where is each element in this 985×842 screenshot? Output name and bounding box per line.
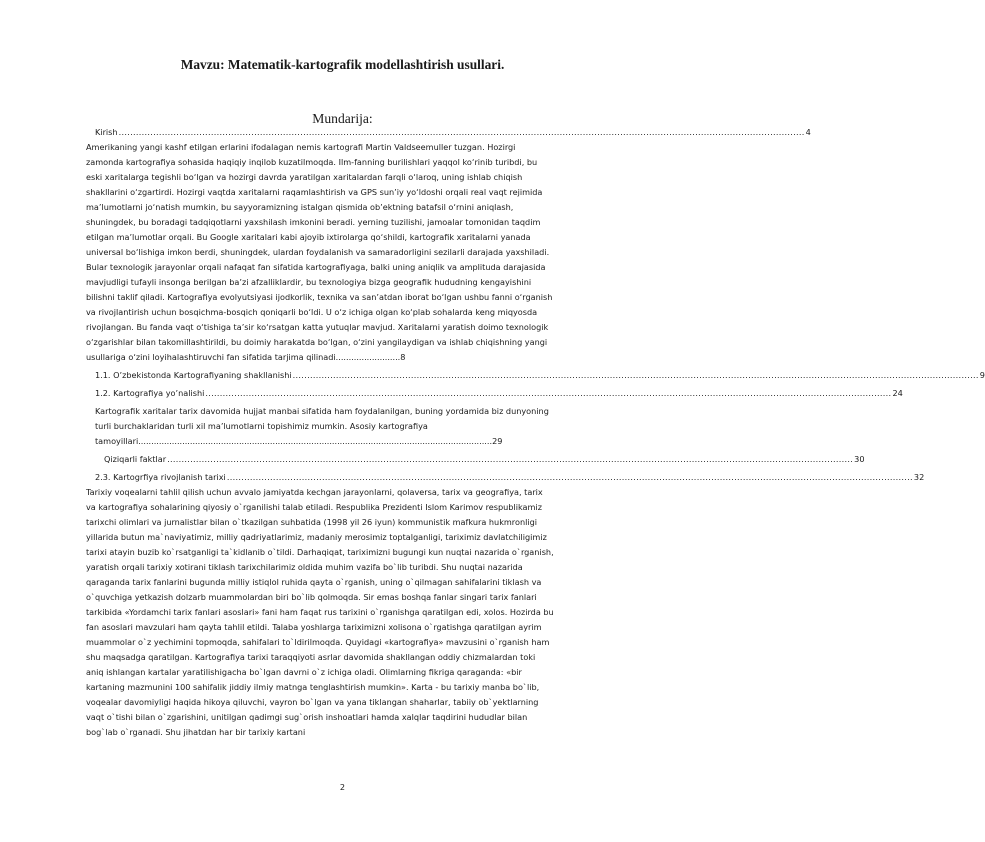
block-page: 29	[492, 436, 503, 446]
toc-entry-label: 2.3. Kartogrfiya rivojlanish tarixi	[95, 472, 226, 482]
toc-entry-1-2[interactable]	[86, 386, 903, 401]
document-content	[86, 125, 985, 740]
block-text: Kartografik xaritalar tarix davomida hujjat manbai sifatida ham foydalanilgan, buning yordamida biz dunyoning turli burchaklaridan turli xil ma’lumotlarni topishimiz mumkin. Asosiy kartografiya tamoyillari	[95, 406, 549, 446]
toc-entry-2-3[interactable]	[86, 470, 925, 485]
toc-entry-kirish[interactable]	[86, 125, 811, 140]
toc-entry-qiziqarli-faktlar[interactable]	[86, 452, 865, 467]
toc-block-paragraph	[86, 404, 555, 449]
toc-leader-dots	[293, 368, 979, 383]
toc-entry-page: 30	[854, 454, 865, 464]
toc-entry-label: 1.2. Kartografiya yo’nalishi	[95, 388, 205, 398]
toc-leader-dots	[167, 452, 853, 467]
intro-text: Amerikaning yangi kashf etilgan erlarini ifodalagan nemis kartografi Martin Valdseemuller tuzgan. Hozirgi zamonda kartografiya sohasida haqiqiy inqilob kuzatilmoqda. Ilm-fanning burilishlari yaqqol ko‘rinib turibdi, bu eski xaritalarga tegishli bo‘lgan va hozirgi davrda yaratilgan xaritalardan farqli o‘laroq, uning ishlab chiqish shakllarini o‘zgartirdi. Hozirgi vaqtda xaritalarni raqamlashtirish va GPS sun’iy yo‘ldoshi orqali real vaqt rejimida ma’lumotlarni jo‘natish mumkin, bu sayyoramizning istalgan qismida ob’ektning batafsil o‘rnini aniqlash, shuningdek, bu boradagi tadqiqotlarni yaxshilash imkonini beradi. yerning tuzilishi, jamoalar tomonidan taqdim etilgan ma’lumotlar orqali. Bu Google xaritalari kabi ajoyib ixtirolarga qo‘shildi, kartografik xaritalarni yanada universal bo‘lishiga imkon berdi, shuningdek, ulardan foydalanish va samaradorligini sezilarli darajada yaxshiladi. Bular texnologik jarayonlar orqali nafaqat fan sifatida kartografiyaga, balki uning aniqlik va amplituda darajasida mavjudligi tufayli insonga berilgan ba’zi afzalliklardir, bu texnologiya bizga geografik hududning kengayishini bilishni taklif qiladi. Kartografiya evolyutsiyasi ijodkorlik, texnika va san’atdan iborat bo‘lgan ushbu fanni o‘rganish va rivojlantirish uchun bosqichma-bosqich qoniqarli bo‘ldi. U o‘z ichiga olgan ko‘plab sohalarda keng miqyosda rivojlangan. Bu fanda vaqt o‘tishiga ta’sir ko‘rsatgan katta yutuqlar mavjud. Xaritalarni yaratish doimo texnologik o‘zgarishlar bilan takomillashtirildi, bu doimiy harakatda bo‘lgan, o‘zini yangilaydigan va ishlab chiqishning yangi usullariga o‘zini loyihalashtiruvchi fan sifatida tarjima qilinadi.	[86, 142, 553, 362]
toc-heading: Mundarija:	[312, 111, 373, 126]
toc-leader-dots	[227, 470, 913, 485]
document-title: Mavzu: Matematik-kartografik modellashtirish usullari.	[180, 57, 505, 72]
toc-leader-dots: ........................	[338, 352, 401, 362]
toc-entry-label: Qiziqarli faktlar	[104, 454, 167, 464]
toc-entry-page: 9	[979, 370, 985, 380]
toc-entry-page: 32	[913, 472, 925, 482]
page-number: 2	[339, 782, 346, 792]
toc-leader-dots	[119, 125, 805, 140]
intro-paragraph	[86, 140, 555, 365]
intro-page: 8	[400, 352, 406, 362]
toc-leader-dots	[205, 386, 891, 401]
toc-entry-1-1[interactable]	[86, 368, 985, 383]
body-paragraph: Tarixiy voqealarni tahlil qilish uchun avvalo jamiyatda kechgan jarayonlarni, qolaversa, tarix va geografiya, tarix va kartografiya sohalarining qiyosiy o`rganilishi talab etiladi. Respublika Prezidenti Islom Karimov respublikamiz tarixchi olimlari va jurnalistlar bilan o`tkazilgan suhbatida (1998 yil 26 iyun) kommunistik mafkura hukmronligi yillarida butun ma`naviyatimiz, milliy qadriyatlarimiz, madaniy merosimiz toptalganligi, tariximiz davlatchiligimiz tarixi atayin buzib ko`rsatganligi ta`kidlanib o`tildi. Darhaqiqat, tariximizni bugungi kun nuqtai nazarida o`rganish, yaratish orqali tarixiy xotirani tiklash tarixchilarimiz oldida muhim vazifa bo`lib turibdi. Shu nuqtai nazarida qaraganda tarix fanlarini bugunda milliy istiqlol ruhida qayta o`rganish, uning o`qilmagan sahifalarini tiklash va o`quvchiga yetkazish dolzarb muammolardan biri bo`lib qolmoqda. Sir emas boshqa fanlar singari tarix fanlari tarkibida «Yordamchi tarix fanlari asoslari» fani ham faqat rus tarixini o`rganishga qaratilgan edi, xolos. Hozirda bu fan asoslari mavzulari ham qayta tahlil etildi. Talaba yoshlarga tariximizni xolisona o`rgatishga qaratilgan ayrim muammolar o`z yechimini topmoqda, sahifalari to`ldirilmoqda. Quyidagi «kartografiya» mavzusini o`rganish ham shu maqsadga qaratilgan. Kartografiya tarixi taraqqiyoti asrlar davomida shakllangan oddiy chizmalardan toki aniq ishlangan kartalar yaratilishigacha bo`lgan davrni o`z ichiga oladi. Olimlarning fikriga qaraganda: «bir kartaning mazmunini 100 sahifalik jiddiy ilmiy matnga tenglashtirish mumkin». Karta - bu tarixiy manba bo`lib, voqealar davomiyligi haqida hikoya qiluvchi, vayron bo`lgan va yana tiklangan shaharlar, tabiiy ob`yektlarning vaqt o`tishi bilan o`zgarishini, unitilgan qadimgi sug`orish inshoatlari hamda xalqlar taqdirini hududlar bilan bog`lab o`rganadi. Shu jihatdan har bir tarixiy kartani	[86, 487, 554, 737]
toc-entry-label: Kirish	[95, 127, 118, 137]
toc-entry-page: 4	[805, 127, 811, 137]
toc-entry-label: 1.1. O’zbekistonda Kartografiyaning shakllanishi	[95, 370, 292, 380]
toc-entry-page: 24	[892, 388, 903, 398]
toc-leader-dots: .........................................................................................................................................	[138, 436, 493, 446]
